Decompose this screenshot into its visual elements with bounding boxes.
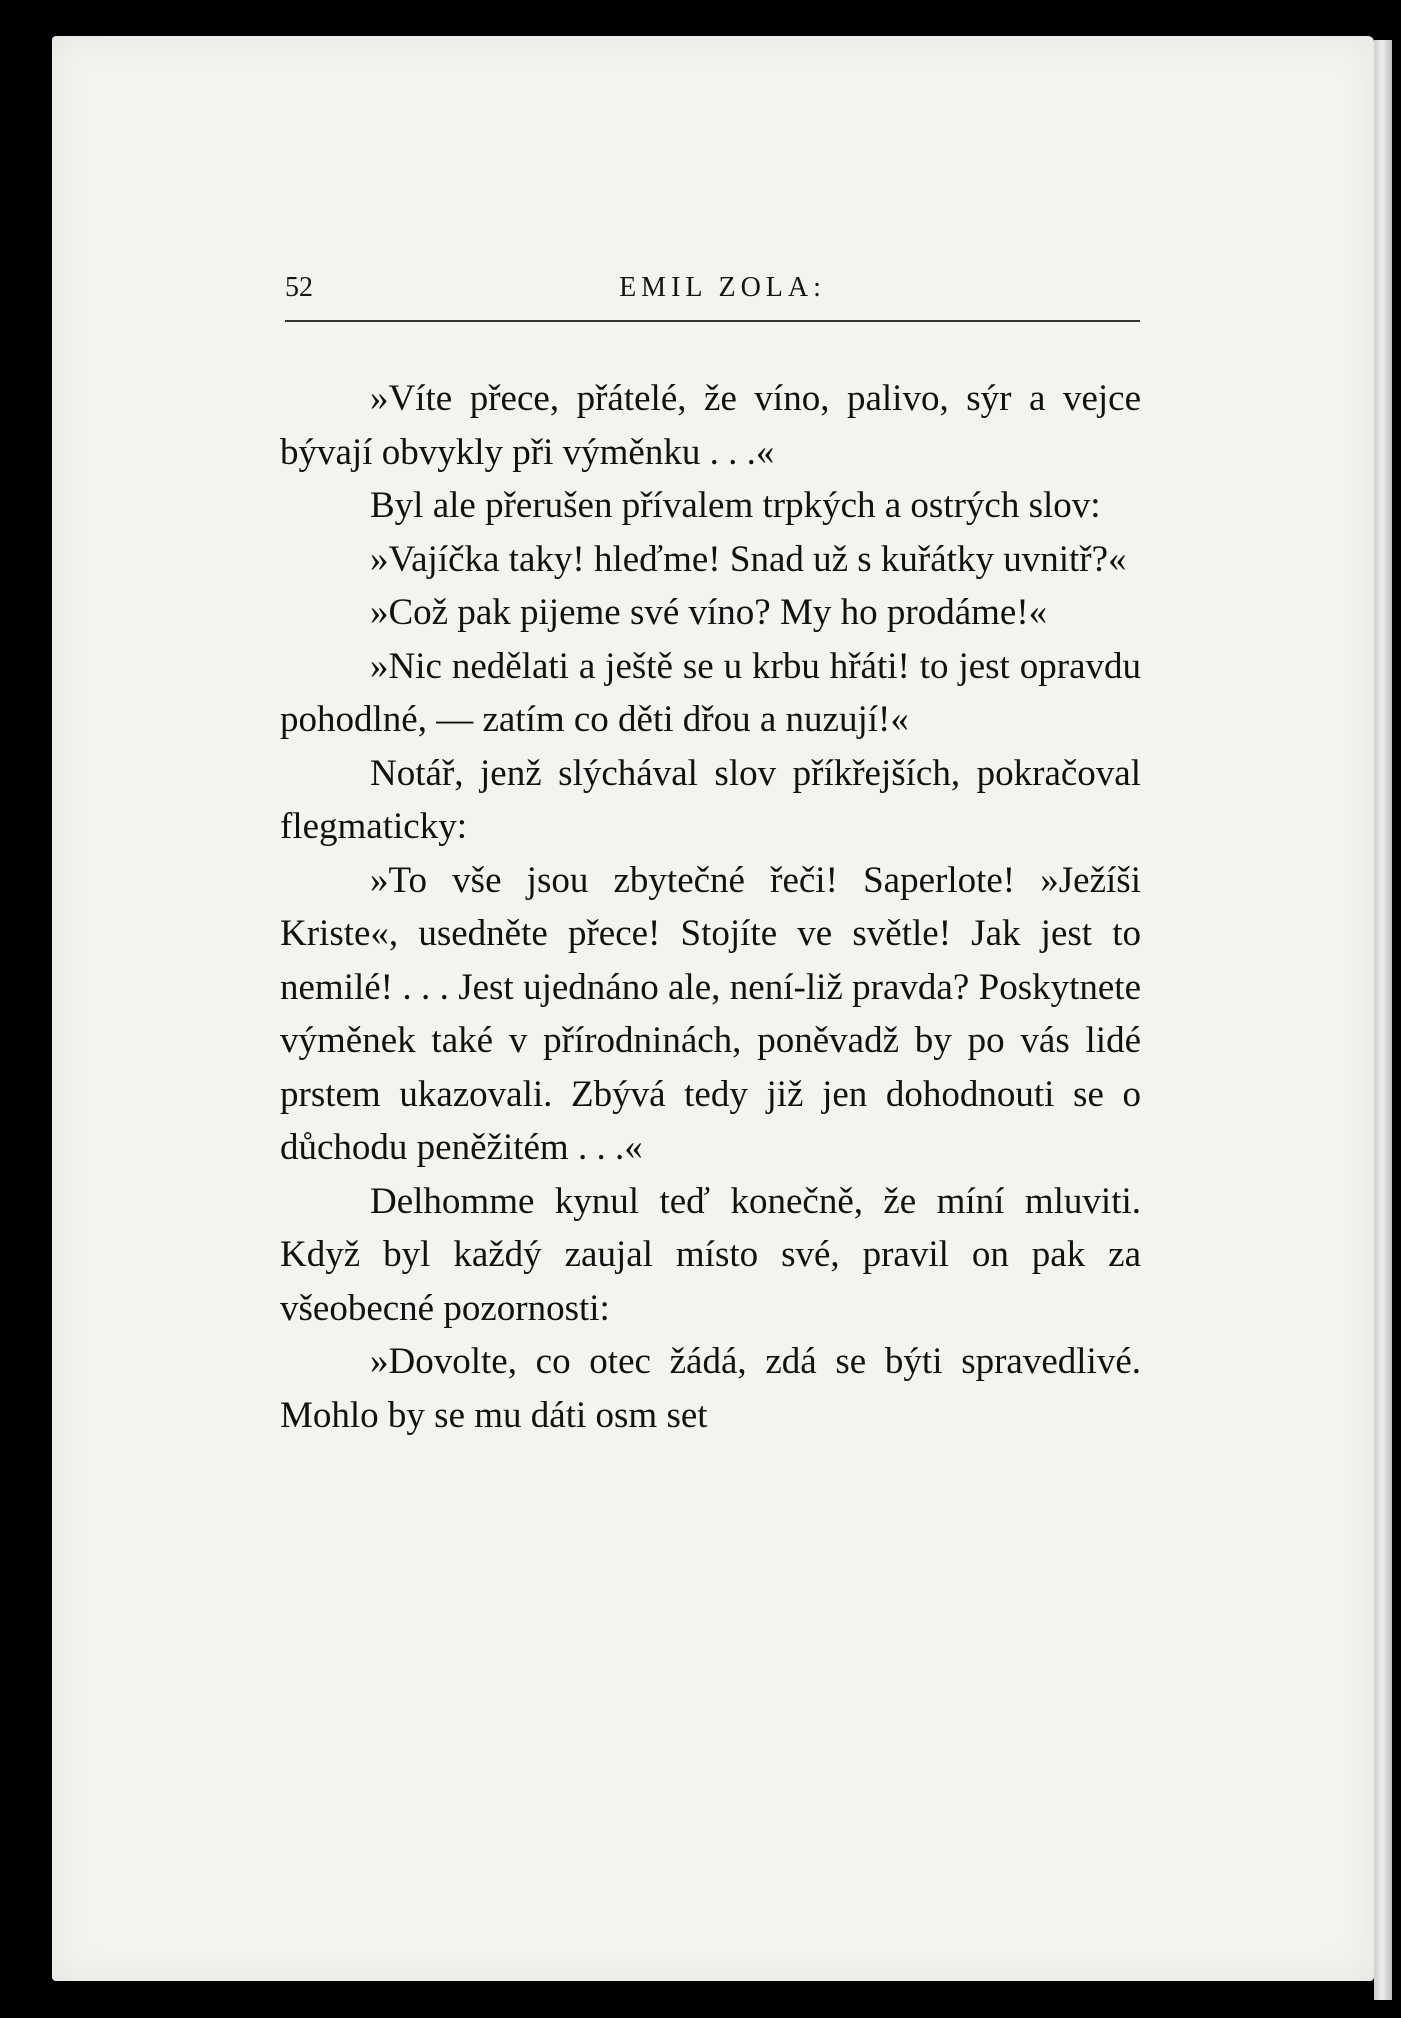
header-rule — [285, 320, 1140, 322]
paragraph: »Vajíčka taky! hleďme! Snad už s kuřátky uvnitř?« — [370, 538, 1127, 580]
paragraph: Byl ale přerušen přívalem trpkých a ostrých slov: — [370, 485, 1101, 526]
paragraph: »Nic nedělati a ještě se u krbu hřáti! to jest opravdu pohodlné, — zatím co děti dřou a nuzují!« — [280, 645, 1141, 740]
paragraph: Delhomme kynul teď konečně, že míní mluviti. Když byl každý zaujal místo své, pravil on pak za všeobecné pozornosti: — [280, 1180, 1141, 1329]
running-head — [285, 272, 1140, 312]
paragraph: »Dovolte, co otec žádá, zdá se býti spravedlivé. Mohlo by se mu dáti osm set — [280, 1341, 1141, 1436]
header-title: EMIL ZOLA: — [619, 272, 826, 303]
paragraph: »Víte přece, přátelé, že víno, palivo, sýr a vejce bývají obvykly při výměnku . . .« — [280, 378, 1141, 473]
page-edge — [1374, 40, 1392, 2000]
paragraph: Notář, jenž slýchával slov příkřejších, pokračoval flegmaticky: — [280, 752, 1141, 847]
paragraph: »To vše jsou zbytečné řeči! Saperlote! »Ježíši Kriste«, usedněte přece! Stojíte ve světle! Jak jest to nemilé! . . . Jest ujednáno ale, není-liž pravda? Poskytnete výměnek také v přírodninách, poněvadž by po vás lidé prstem ukazovali. Zbývá tedy již jen dohodnouti se o důchodu peněžitém . . .« — [280, 859, 1141, 1168]
paragraph: »Což pak pijeme své víno? My ho prodáme!« — [370, 592, 1048, 633]
page-number: 52 — [285, 272, 313, 303]
body-text — [280, 372, 1141, 1442]
